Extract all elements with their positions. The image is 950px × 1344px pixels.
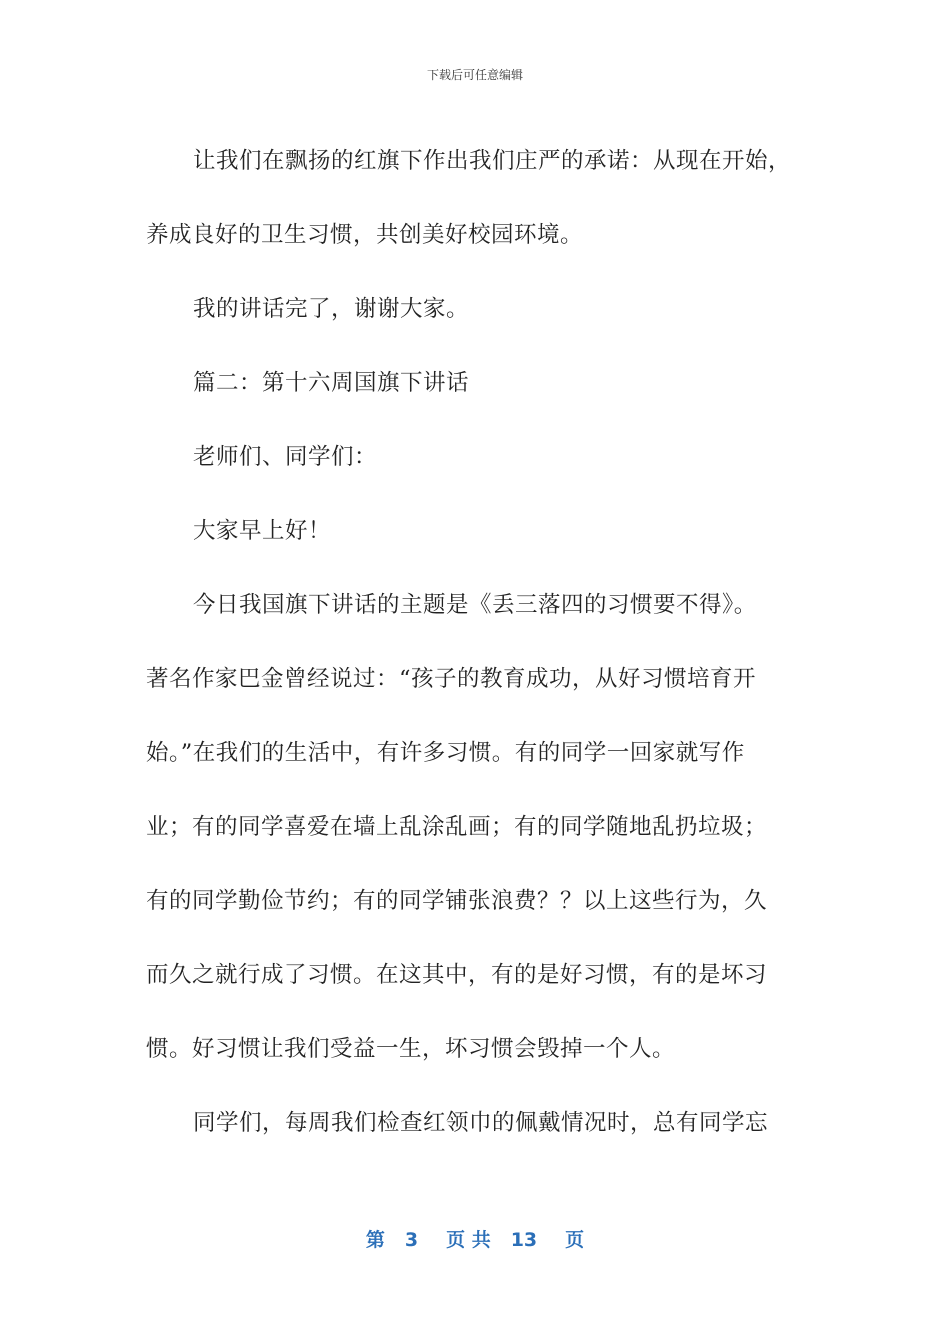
page-footer — [0, 1225, 950, 1252]
header-text: 下载后可任意编辑 — [426, 68, 523, 82]
body-line: 养成良好的卫生习惯，共创美好校园环境。 — [146, 222, 584, 248]
total-pages-number: 13 — [510, 1229, 538, 1251]
footer-suffix: 页 — [565, 1229, 585, 1251]
body-line: 我的讲话完了，谢谢大家。 — [193, 296, 470, 322]
footer-middle: 页 共 — [446, 1229, 491, 1251]
body-line: 始。”在我们的生活中，有许多习惯。有的同学一回家就写作 — [146, 740, 745, 766]
body-line: 著名作家巴金曾经说过：“孩子的教育成功，从好习惯培育开 — [146, 666, 757, 692]
salutation: 老师们、同学们： — [193, 444, 378, 470]
current-page-number: 3 — [404, 1229, 419, 1251]
body-line: 而久之就行成了习惯。在这其中，有的是好习惯，有的是坏习 — [146, 962, 768, 988]
footer-prefix: 第 — [365, 1229, 385, 1251]
greeting: 大家早上好！ — [193, 518, 332, 544]
section-heading: 篇二：第十六周国旗下讲话 — [193, 370, 470, 396]
body-line: 同学们，每周我们检查红领巾的佩戴情况时，总有同学忘 — [193, 1110, 769, 1136]
body-line: 今日我国旗下讲话的主题是《丢三落四的习惯要不得》。 — [193, 592, 757, 618]
body-line: 有的同学勤俭节约；有的同学铺张浪费？？以上这些行为，久 — [146, 888, 768, 914]
page-header — [0, 66, 950, 83]
body-line: 惯。好习惯让我们受益一生，坏习惯会毁掉一个人。 — [146, 1036, 676, 1062]
document-body — [146, 124, 808, 1160]
body-line: 业；有的同学喜爱在墙上乱涂乱画；有的同学随地乱扔垃圾； — [146, 814, 768, 840]
body-line: 让我们在飘扬的红旗下作出我们庄严的承诺：从现在开始， — [193, 148, 792, 174]
